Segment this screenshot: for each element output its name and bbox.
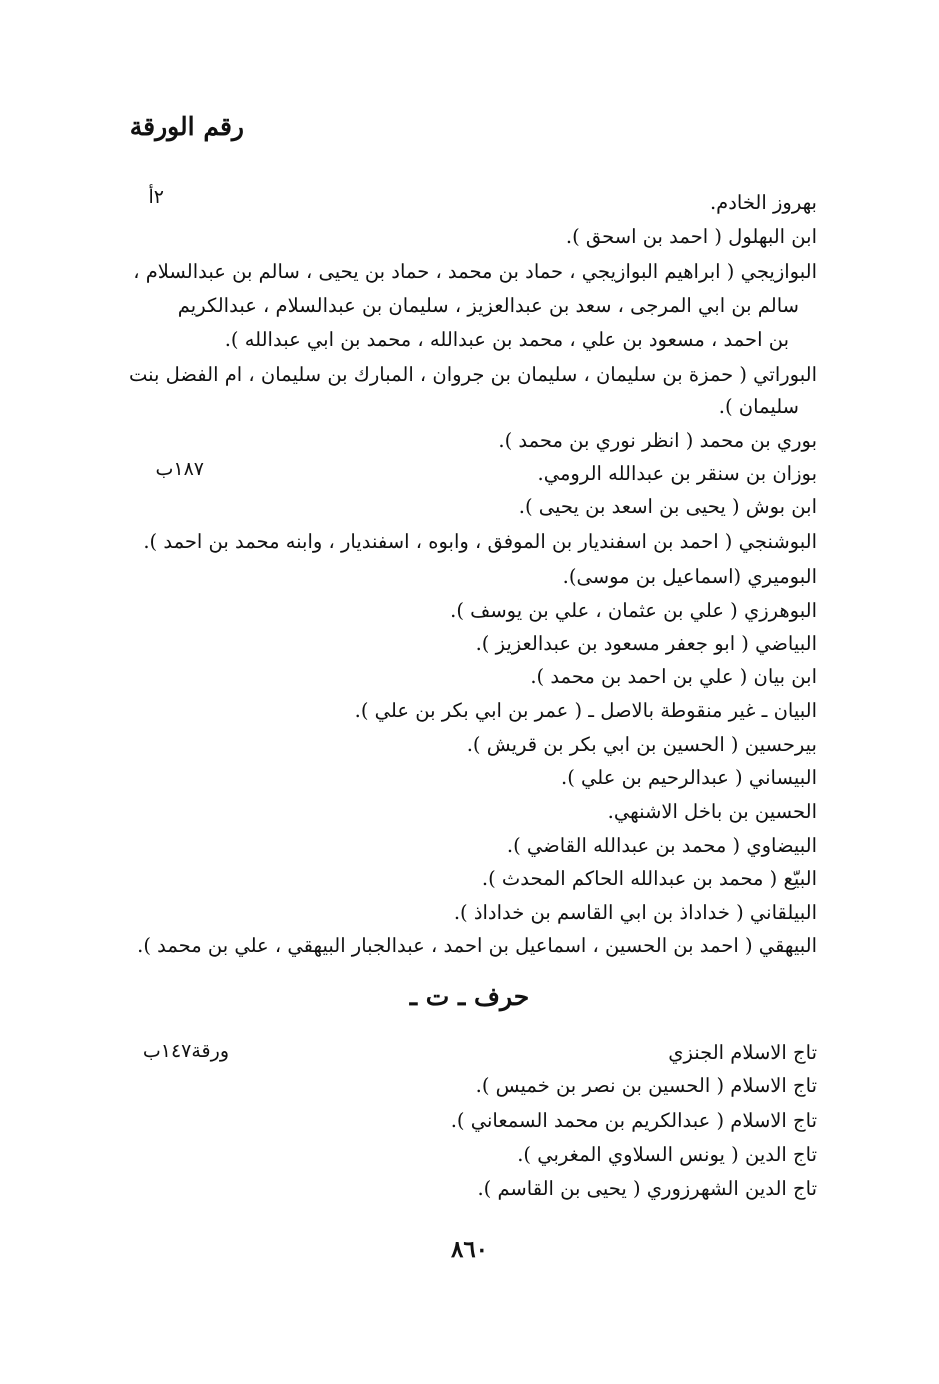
index-entry-continuation: سالم بن ابي المرجى ، سعد بن عبدالعزيز ، سليمان بن عبدالسلام ، عبدالكريم — [177, 294, 799, 317]
index-entry: بوزان بن سنقر بن عبدالله الرومي. — [537, 462, 817, 485]
folio-marker: ١٨٧ب — [155, 458, 204, 480]
index-entry: الحسين بن باخل الاشنهي. — [607, 800, 817, 823]
index-entry: بيرحسين ( الحسين بن ابي بكر بن قريش ). — [466, 733, 817, 756]
index-entry: البيهقي ( احمد بن الحسين ، اسماعيل بن احمد ، عبدالجبار البيهقي ، علي بن محمد ). — [137, 934, 817, 957]
index-entry: بهروز الخادم. — [709, 191, 817, 214]
index-entry: بوري بن محمد ( انظر نوري بن محمد ). — [498, 429, 817, 452]
index-entry: البوهرزي ( علي بن عثمان ، علي بن يوسف ). — [450, 599, 817, 622]
index-entry: تاج الدين الشهرزوري ( يحيى بن القاسم ). — [477, 1177, 817, 1200]
index-entry-continuation: سليمان ). — [718, 395, 799, 418]
index-entry: البوازيجي ( ابراهيم البوازيجي ، حماد بن محمد ، حماد بن يحيى ، سالم بن عبدالسلام ، — [133, 260, 817, 283]
folio-marker: ٢أ — [148, 186, 164, 208]
index-entry: تاج الدين ( يونس السلاوي المغربي ). — [517, 1143, 817, 1166]
index-entry: البيّع ( محمد بن عبدالله الحاكم المحدث ). — [481, 867, 817, 890]
index-entry: البيضاوي ( محمد بن عبدالله القاضي ). — [506, 834, 817, 857]
index-entry: البوراتي ( حمزة بن سليمان ، سليمان بن جروان ، المبارك بن سليمان ، ام الفضل بنت — [128, 363, 817, 386]
index-entry: البياضي ( ابو جعفر مسعود بن عبدالعزيز ). — [475, 632, 817, 655]
index-entry: تاج الاسلام ( الحسين بن نصر بن خميس ). — [475, 1074, 817, 1097]
index-entry: البيلقاني ( خداداذ بن ابي القاسم بن خداداذ ). — [453, 901, 817, 924]
index-entry: ابن بوش ( يحيى بن اسعد بن يحيى ). — [518, 495, 817, 518]
index-entry: البيان ـ غير منقوطة بالاصل ـ ( عمر بن ابي بكر بن علي ). — [354, 699, 817, 722]
index-entry: البوشنجي ( احمد بن اسفنديار بن الموفق ، وابوه ، اسفنديار ، وابنه محمد بن احمد ). — [143, 530, 817, 553]
index-entry: ابن بيان ( علي بن احمد بن محمد ). — [530, 665, 817, 688]
section-heading-letter-ta: حرف ـ ت ـ — [409, 982, 530, 1011]
index-entry: البيساني ( عبدالرحيم بن علي ). — [561, 766, 817, 789]
folio-marker: ورقة١٤٧ب — [142, 1040, 229, 1062]
index-entry: البوميري (اسماعيل بن موسى). — [562, 565, 817, 588]
index-entry: تاج الاسلام الجنزي — [668, 1041, 817, 1064]
column-header-folio: رقم الورقة — [129, 112, 244, 141]
page-number: ٨٦٠ — [450, 1236, 489, 1263]
index-entry-continuation: بن احمد ، مسعود بن علي ، محمد بن عبدالله ، محمد بن ابي عبدالله ). — [224, 328, 789, 351]
index-entry: تاج الاسلام ( عبدالكريم بن محمد السمعاني ). — [450, 1109, 817, 1132]
index-entry: ابن البهلول ( احمد بن اسحق ). — [565, 225, 817, 248]
